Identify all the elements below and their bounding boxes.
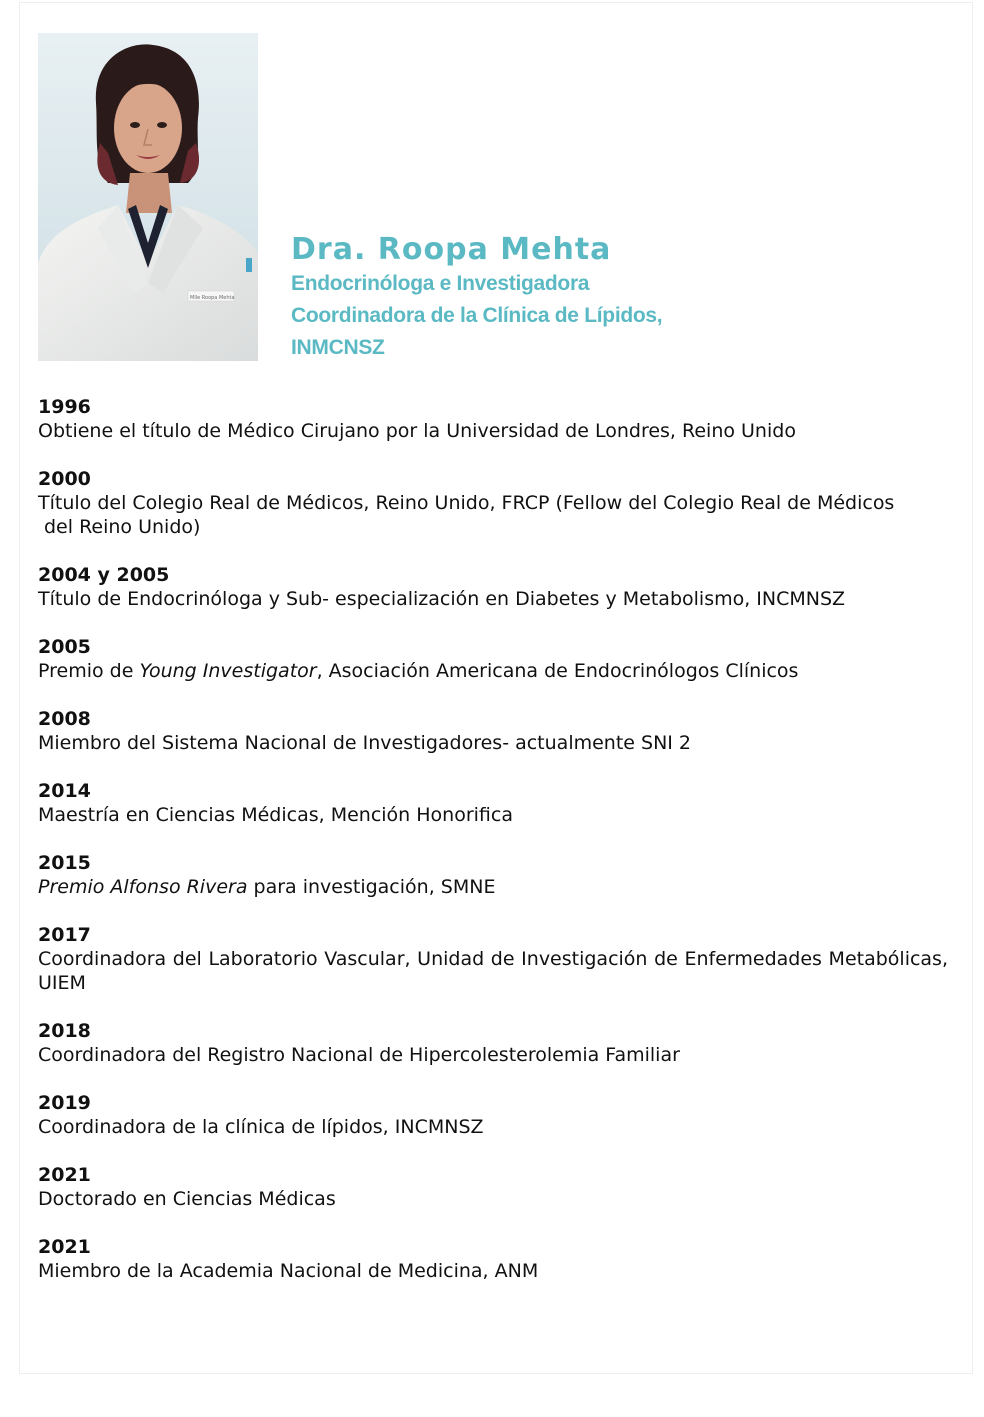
- entry-year: 2021: [38, 1164, 91, 1186]
- entry-description: Coordinadora del Registro Nacional de Hipercolesterolemia Familiar: [38, 1044, 680, 1066]
- timeline-entry: [38, 1163, 948, 1211]
- entry-description: Título de Endocrinóloga y Sub- especialización en Diabetes y Metabolismo, INCMNSZ: [38, 588, 846, 610]
- timeline-entry: [38, 563, 948, 611]
- entry-description: [38, 875, 948, 899]
- entry-description: Miembro de la Academia Nacional de Medicina, ANM: [38, 1260, 539, 1282]
- timeline-entry: [38, 779, 948, 827]
- svg-text:Mlle Roopa Mehta: Mlle Roopa Mehta: [190, 295, 235, 301]
- entry-description: Obtiene el título de Médico Cirujano por la Universidad de Londres, Reino Unido: [38, 420, 796, 442]
- timeline-entry: [38, 851, 948, 899]
- entry-year: 2015: [38, 852, 91, 874]
- timeline-entry: [38, 467, 948, 539]
- timeline-entry: [38, 1091, 948, 1139]
- entry-text: , Asociación Americana de Endocrinólogos Clínicos: [316, 660, 799, 682]
- award-name: Young Investigator: [139, 660, 317, 682]
- doctor-name: Dra. Roopa Mehta: [291, 232, 612, 267]
- entry-year: 2000: [38, 468, 91, 490]
- entry-year: 2014: [38, 780, 91, 802]
- subtitle-position: Coordinadora de la Clínica de Lípidos,: [291, 304, 663, 327]
- header: [291, 232, 931, 364]
- timeline: [38, 395, 948, 1307]
- entry-description: Coordinadora del Laboratorio Vascular, Unidad de Investigación de Enfermedades Metabólicas, UIEM: [38, 948, 948, 994]
- entry-description: [38, 659, 948, 683]
- timeline-entry: [38, 923, 948, 995]
- entry-year: 2008: [38, 708, 91, 730]
- entry-year: 2004 y 2005: [38, 564, 170, 586]
- entry-year: 1996: [38, 396, 91, 418]
- subtitle-role: Endocrinóloga e Investigadora: [291, 272, 590, 295]
- entry-description: Doctorado en Ciencias Médicas: [38, 1188, 336, 1210]
- entry-description-line: del Reino Unido): [44, 516, 201, 538]
- portrait-photo: [38, 33, 258, 361]
- entry-description: Miembro del Sistema Nacional de Investigadores- actualmente SNI 2: [38, 732, 692, 754]
- entry-year: 2018: [38, 1020, 91, 1042]
- entry-description: Coordinadora de la clínica de lípidos, INCMNSZ: [38, 1116, 484, 1138]
- entry-text: Premio de: [38, 660, 140, 682]
- award-name: Premio Alfonso Rivera: [38, 876, 248, 898]
- entry-description: Maestría en Ciencias Médicas, Mención Honorifica: [38, 804, 513, 826]
- entry-text: para investigación, SMNE: [247, 876, 496, 898]
- entry-year: 2005: [38, 636, 91, 658]
- timeline-entry: [38, 635, 948, 683]
- timeline-entry: [38, 1235, 948, 1283]
- entry-year: 2019: [38, 1092, 91, 1114]
- entry-description: [38, 491, 948, 539]
- timeline-entry: [38, 395, 948, 443]
- timeline-entry: [38, 707, 948, 755]
- entry-year: 2017: [38, 924, 91, 946]
- subtitle-institution: INMCNSZ: [291, 336, 385, 359]
- entry-description-line: Título del Colegio Real de Médicos, Reino Unido, FRCP (Fellow del Colegio Real de Médicos: [38, 492, 895, 514]
- timeline-entry: [38, 1019, 948, 1067]
- entry-year: 2021: [38, 1236, 91, 1258]
